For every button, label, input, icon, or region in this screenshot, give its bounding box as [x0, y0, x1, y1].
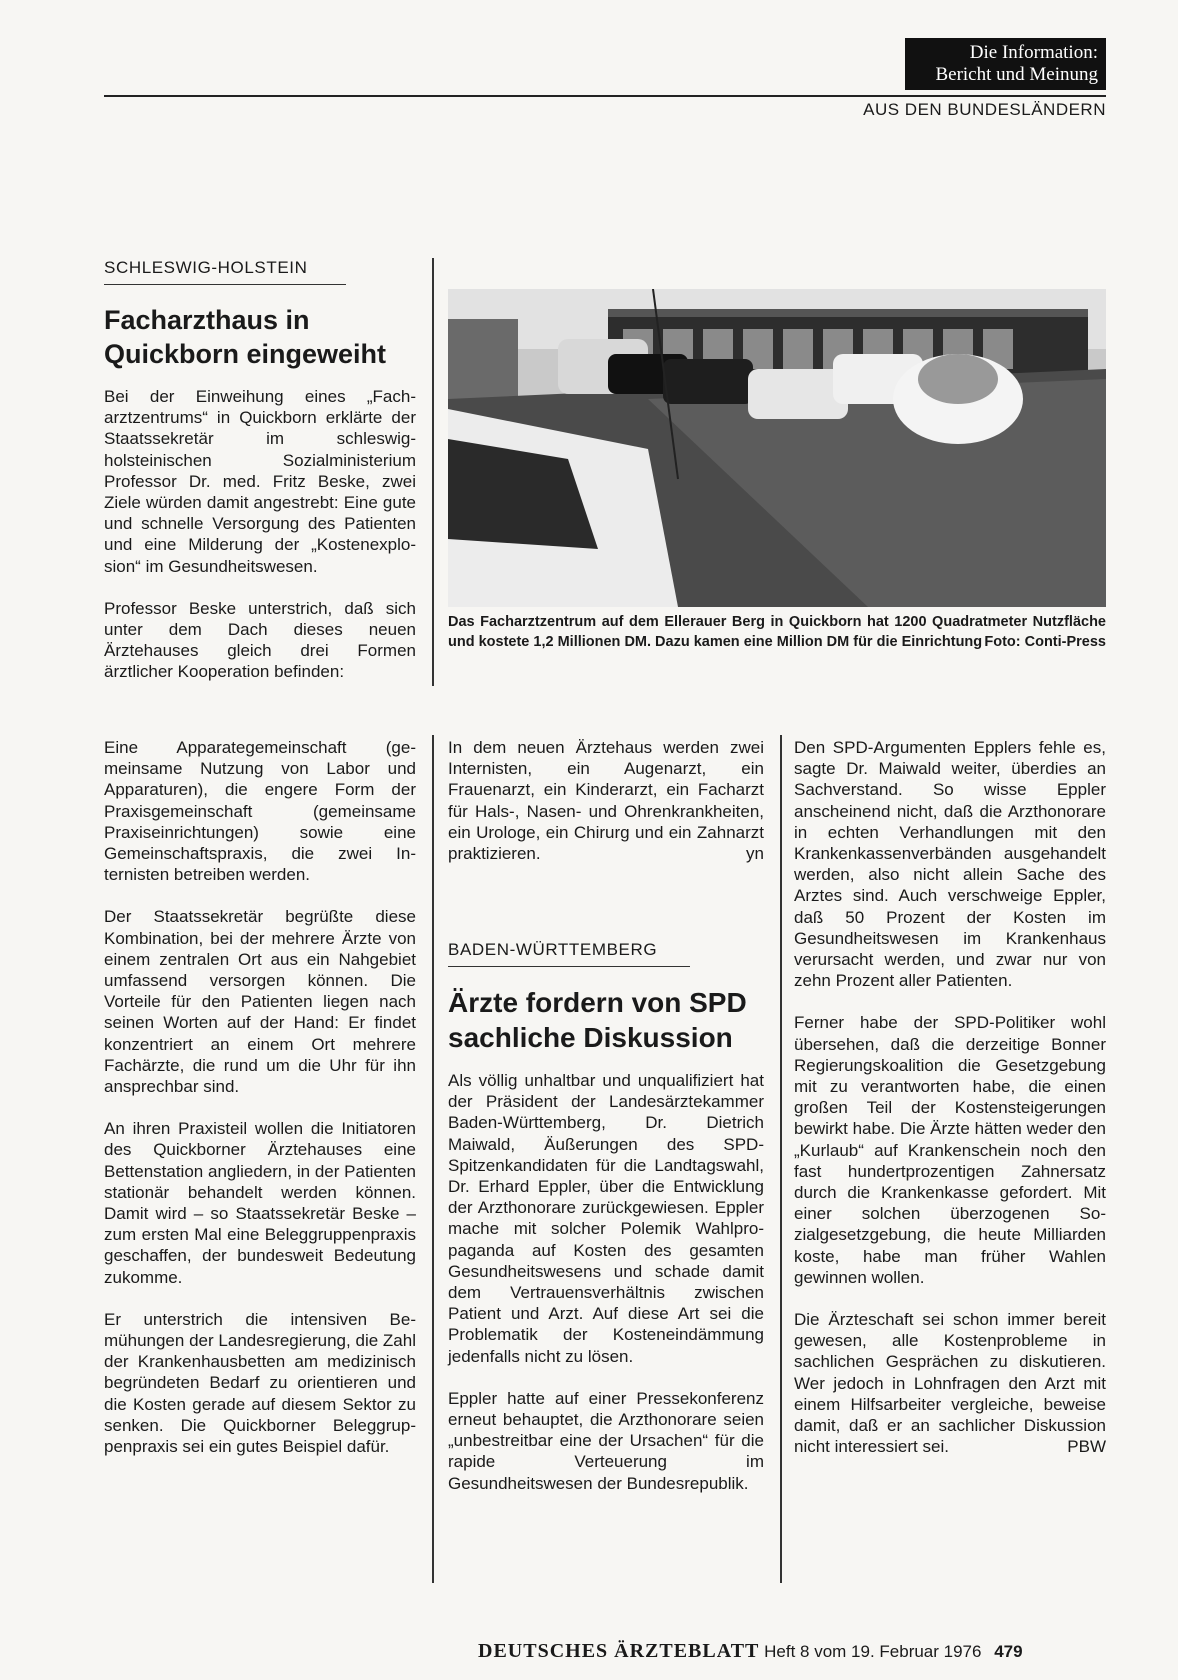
section-title: AUS DEN BUNDESLÄNDERN [863, 100, 1106, 119]
article1-paragraph: Eine Apparategemeinschaft (gemeinsame Nutzung von Labor und Apparaturen), die engere Form der Praxisgemeinschaft (gemeinsame Praxiseinrichtungen) sowie eine Gemeinschaftspraxis, die zwei Internisten betreiben werden. [104, 738, 416, 885]
issue-info: Heft 8 vom 19. Februar 1976 [764, 1642, 982, 1661]
article2-paragraph: Ferner habe der SPD-Politiker wohl übersehen, daß die derzeitige Bonner Regierungskoalition die Gesetzgebung mit zu verantworten habe, die einen großen Teil der Kostensteigerungen bewirkt habe. Die Ärzte hätten weder den „Kurlaub“ auf Krankenschein noch den fast hundertprozentigen Zahnersatz durch die Krankenkasse gefordert. Mit einer solchen überzogenen Sozialgesetzgebung, die heute Milliarden koste, habe man früher Wahlen gewinnen wollen. [794, 1013, 1106, 1287]
article1-headline-line1: Facharzthaus in [104, 305, 310, 335]
photo-caption-text: Das Facharztzentrum auf dem Ellerauer Berg in Quickborn hat 1200 Quadratmeter Nutzfläche und kostete 1,2 Millionen DM. Dazu kamen eine Million DM für die Einrichtung [448, 614, 1106, 650]
article2-column-3 [794, 737, 1106, 1458]
article2-paragraph-last [794, 1309, 1106, 1457]
article1-continuation-text [448, 737, 764, 864]
article2-paragraph: Eppler hatte auf einer Pressekonferenz erneut behauptet, die Arzthonorare seien „unbestreitbar eine der Ursachen“ für die rapide Verteuerung im Gesundheitswesen der Bundesrepublik. [448, 1388, 764, 1493]
page-footer [478, 1640, 1023, 1663]
building-photo [448, 289, 1106, 607]
photo-caption [448, 612, 1106, 652]
magazine-name: DEUTSCHES ÄRZTEBLATT [478, 1640, 760, 1662]
article2-headline-line2: sachliche Diskussion [448, 1022, 733, 1053]
article1-continuation-body: In dem neuen Ärztehaus werden zwei Internisten, ein Augenarzt, ein Frauenarzt, ein Kinderarzt, ein Facharzt für Hals-, Nasen- und Ohrenkrankheiten, ein Urologe, ein Chirurg und ein Zahnarzt praktizieren. [448, 738, 764, 864]
article2-column-2 [448, 1070, 764, 1494]
column-divider-1 [432, 735, 434, 1583]
article1-paragraph: An ihren Praxisteil wollen die Initiatoren des Quickborner Ärztehauses eine Bettenstation angliedern, in der Patienten stationär behandelt werden können. Damit wird – so Staatssekretär Beske – zum ersten Mal eine Beleggruppenpraxis geschaffen, der bundesweit Bedeutung zukomme. [104, 1119, 416, 1287]
article2-paragraph: Die Ärzteschaft sei schon immer bereit gewesen, alle Kostenprobleme in sachlichen Gesprächen zu diskutieren. Wer jedoch in Lohnfragen den Arzt mit einem Hilfsarbeiter vergleiche, beweise damit, daß er an sachlicher Diskussion nicht interessiert sei. [794, 1310, 1106, 1457]
article1-body [104, 737, 416, 1457]
article1-paragraph: Bei der Einweihung eines „Facharztzentrums“ in Quickborn erklärte der Staatssekretär im schleswigholsteinischen Sozialministerium Professor Dr. med. Fritz Beske, zwei Ziele würden damit angestrebt: Eine gute und schnelle Versorgung des Patienten und eine Milderung der „Kostenexplosion“ im Gesundheitswesen. [104, 387, 416, 576]
article2-paragraph: Als völlig unhaltbar und unqualifiziert hat der Präsident der Landesärztekammer Baden-Württemberg, Dr. Dietrich Maiwald, Äußerungen des SPD-Spitzenkandidaten für die Landtagswahl, Dr. Erhard Eppler, über die Entwicklung der Arzthonorare zurückgewiesen. Eppler mache mit solcher Polemik Wahlpropaganda auf Kosten des gesamten Gesundheitswesens und schade damit dem Vertrauensverhältnis zwischen Patient und Arzt. Auf diese Art sei die Problematik der Kosteneindämmung jedenfalls nicht zu lösen. [448, 1071, 764, 1366]
article2-headline [448, 985, 747, 1055]
header-rule [104, 95, 1106, 97]
column-divider-1-top [432, 258, 434, 686]
section-label-line1: Die Information: [969, 42, 1098, 63]
article1-lead [104, 386, 416, 683]
article1-kicker-rule [104, 284, 346, 285]
page-number: 479 [994, 1642, 1023, 1661]
article2-signature: PBW [1067, 1437, 1106, 1457]
article1-headline [104, 303, 386, 371]
article1-kicker: SCHLESWIG-HOLSTEIN [104, 258, 308, 277]
article2-kicker-rule [448, 966, 690, 967]
article2-kicker: BADEN-WÜRTTEMBERG [448, 940, 658, 959]
section-label-line2: Bericht und Meinung [935, 64, 1098, 85]
article1-paragraph: Der Staatssekretär begrüßte diese Kombination, bei der mehrere Ärzte von einem zentralen Ort aus ein Nahgebiet umfassend versorgen können. Die Vorteile für den Patienten liegen nach seinen Worten auf der Hand: Er findet konzentriert an einem Ort mehrere Fachärzte, die rund um die Uhr für ihn ansprechbar sind. [104, 907, 416, 1097]
article2-headline-line1: Ärzte fordern von SPD [448, 987, 747, 1018]
building-photo-image [448, 289, 1106, 607]
article1-headline-line2: Quickborn eingeweiht [104, 339, 387, 369]
article2-paragraph: Den SPD-Argumenten Epplers fehle es, sagte Dr. Maiwald weiter, überdies an Sachverstand. So wisse Eppler anscheinend nicht, daß die Arzthonorare in echten Verhandlungen mit den Krankenkassenverbänden ausgehandelt werden, also nicht allein Sache des Arztes sind. Auch verschweige Eppler, daß 50 Prozent der Kosten im Gesundheitswesen im Krankenhaus verursacht werden, und zwar nur von zehn Prozent aller Patienten. [794, 738, 1106, 991]
article1-paragraph: Er unterstrich die intensiven Bemühungen der Landesregierung, die Zahl der Krankenhausbetten am medizinisch begründeten Bedarf zu orientieren und die Kosten gerade auf diesem Sektor zu senken. Die Quickborner Beleggruppenpraxis sei ein gutes Beispiel dafür. [104, 1309, 416, 1457]
section-label-box [905, 38, 1106, 90]
article1-continuation [448, 737, 764, 864]
article1-paragraph: Professor Beske unterstrich, daß sich unter dem Dach dieses neuen Ärztehauses gleich drei Formen ärztlicher Kooperation befinden: [104, 598, 416, 682]
article1-signature: yn [746, 844, 764, 864]
photo-credit: Foto: Conti-Press [984, 634, 1106, 650]
column-divider-2 [780, 735, 782, 1583]
